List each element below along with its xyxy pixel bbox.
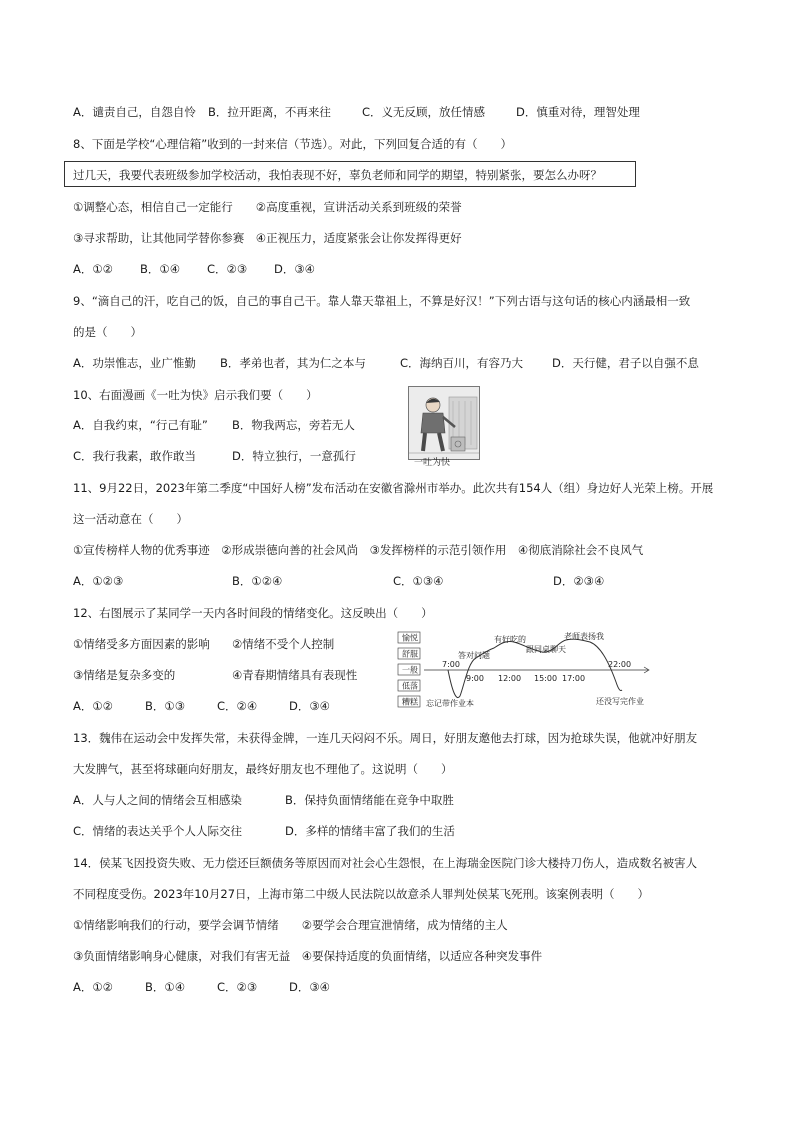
annotation-forgot-homework: 忘记带作业本 [426, 699, 474, 708]
q12-stem: 12、右图展示了某同学一天内各时间段的情绪变化。这反映出（ ） [73, 606, 433, 620]
q9-stem-line2: 的是（ ） [73, 325, 142, 339]
q8-stem: 8、下面是学校“心理信箱”收到的一封来信（节选）。对此，下列回复合适的有（ ） [73, 137, 512, 151]
tick-label-0700: 7:00 [442, 660, 460, 669]
q8-option-b[interactable]: B．①④ [140, 262, 181, 276]
level-label-3: 一般 [402, 665, 418, 675]
q14-stem-line1: 14．侯某飞因投资失败、无力偿还巨额债务等原因而对社会心生怨恨，在上海瑞金医院门诊大楼持刀伤人，造成数名被害人 [73, 856, 698, 870]
q12-option-d[interactable]: D．③④ [289, 699, 330, 713]
q9-option-b[interactable]: B．孝弟也者，其为仁之本与 [220, 356, 366, 370]
q12-statement-1: ①情绪受多方面因素的影响 [73, 637, 210, 651]
cartoon-drawing [409, 387, 479, 459]
tick-label-0900: 9:00 [466, 674, 484, 683]
q13-option-a[interactable]: A．人与人之间的情绪会互相感染 [73, 793, 242, 807]
q8-statements-line1: ①调整心态，相信自己一定能行 ②高度重视，宣讲活动关系到班级的荣誉 [73, 200, 462, 214]
q12-statement-4: ④青春期情绪具有表现性 [232, 668, 358, 682]
q10-option-a[interactable]: A．自我约束，“行己有耻” [73, 418, 208, 432]
q8-option-a[interactable]: A．①② [73, 262, 113, 276]
spitting-cartoon-image [408, 386, 480, 460]
q14-statements-line1: ①情绪影响我们的行动，要学会调节情绪 ②要学会合理宣泄情绪，成为情绪的主人 [73, 918, 508, 932]
q11-option-a[interactable]: A．①②③ [73, 574, 124, 588]
q11-option-b[interactable]: B．①②④ [232, 574, 283, 588]
q14-option-a[interactable]: A．①② [73, 980, 113, 994]
q8-option-d[interactable]: D．③④ [274, 262, 315, 276]
q14-option-d[interactable]: D．③④ [289, 980, 330, 994]
q10-stem: 10、右面漫画《一吐为快》启示我们要（ ） [73, 388, 318, 402]
q8-letter-text: 过几天，我要代表班级参加学校活动，我怕表现不好，辜负老师和同学的期望，特别紧张，要怎么办呀？ [73, 168, 602, 182]
q10-option-c[interactable]: C．我行我素，敢作敢当 [73, 449, 197, 463]
emotion-chart [396, 630, 654, 712]
q12-statement-3: ③情绪是复杂多变的 [73, 668, 176, 682]
level-label-5: 糟糕 [402, 697, 418, 707]
q11-option-c[interactable]: C．①③④ [393, 574, 444, 588]
q10-option-d[interactable]: D．特立独行，一意孤行 [232, 449, 356, 463]
q13-option-d[interactable]: D．多样的情绪丰富了我们的生活 [285, 824, 455, 838]
q13-stem-line2: 大发脾气，甚至将球砸向好朋友，最终好朋友也不理他了。这说明（ ） [73, 762, 453, 776]
level-labels [398, 632, 420, 707]
cartoon-caption: 一吐为快 [414, 458, 451, 468]
tick-label-2200: 22:00 [608, 660, 632, 669]
q11-stem-line1: 11、9月22日，2023年第二季度“中国好人榜”发布活动在安徽省滁州市举办。此次共有154人（组）身边好人光荣上榜。开展 [73, 481, 714, 495]
tick-label-1500: 15:00 [534, 674, 558, 683]
q7-option-b[interactable]: B．拉开距离，不再来往 [208, 105, 331, 119]
annotation-homework-unfinished: 还没写完作业 [596, 697, 644, 706]
q11-stem-line2: 这一活动意在（ ） [73, 512, 188, 526]
tick-label-1200: 12:00 [498, 674, 522, 683]
q9-option-d[interactable]: D．天行健，君子以自强不息 [552, 356, 699, 370]
annotation-correct-answer: 答对问题 [458, 651, 490, 660]
q9-stem-line1: 9、“滴自己的汗，吃自己的饭，自己的事自己干。靠人靠天靠祖上，不算是好汉！”下列古语与这句话的核心内涵最相一致 [73, 294, 691, 308]
q14-statements-line2: ③负面情绪影响身心健康，对我们有害无益 ④要保持适度的负面情绪，以适应各种突发事件 [73, 949, 543, 963]
q7-option-d[interactable]: D．慎重对待，理智处理 [516, 105, 640, 119]
q12-statement-2: ②情绪不受个人控制 [232, 637, 335, 651]
level-label-4: 低落 [402, 681, 418, 691]
q8-letter-box [64, 161, 636, 187]
q13-option-c[interactable]: C．情绪的表达关乎个人人际交往 [73, 824, 243, 838]
q12-option-a[interactable]: A．①② [73, 699, 113, 713]
q12-option-b[interactable]: B．①③ [145, 699, 186, 713]
q14-option-c[interactable]: C．②③ [217, 980, 258, 994]
q8-option-c[interactable]: C．②③ [207, 262, 248, 276]
q7-option-c[interactable]: C．义无反顾，放任情感 [362, 105, 486, 119]
q14-option-b[interactable]: B．①④ [145, 980, 186, 994]
q10-option-b[interactable]: B．物我两忘，旁若无人 [232, 418, 355, 432]
q11-option-d[interactable]: D．②③④ [553, 574, 605, 588]
annotation-good-food: 有好吃的 [494, 635, 526, 644]
q13-stem-line1: 13．魏伟在运动会中发挥失常，未获得金牌，一连几天闷闷不乐。周日，好朋友邀他去打球，因为抢球失误，他就冲好朋友 [73, 731, 698, 745]
annotation-chat-deskmate: 跟同桌聊天 [526, 645, 566, 654]
q12-option-c[interactable]: C．②④ [217, 699, 258, 713]
time-tick-labels [442, 660, 631, 683]
q9-option-a[interactable]: A．功崇惟志，业广惟勤 [73, 356, 196, 370]
level-label-1: 愉悦 [402, 633, 418, 643]
level-label-2: 舒服 [402, 649, 418, 659]
q8-statements-line2: ③寻求帮助，让其他同学替你参赛 ④正视压力，适度紧张会让你发挥得更好 [73, 231, 462, 245]
q9-option-c[interactable]: C．海纳百川，有容乃大 [400, 356, 524, 370]
q14-stem-line2: 不同程度受伤。2023年10月27日，上海市第二中级人民法院以故意杀人罪判处侯某飞死刑。该案例表明（ ） [73, 887, 650, 901]
q7-option-a[interactable]: A．谴责自己，自怨自怜 [73, 105, 196, 119]
tick-label-1700: 17:00 [562, 674, 586, 683]
q11-statements: ①宣传榜样人物的优秀事迹 ②形成崇德向善的社会风尚 ③发挥榜样的示范引领作用 ④彻底消除社会不良风气 [73, 543, 644, 557]
q13-option-b[interactable]: B．保持负面情绪能在竞争中取胜 [285, 793, 454, 807]
annotation-teacher-praise: 老师表扬我 [564, 632, 604, 641]
